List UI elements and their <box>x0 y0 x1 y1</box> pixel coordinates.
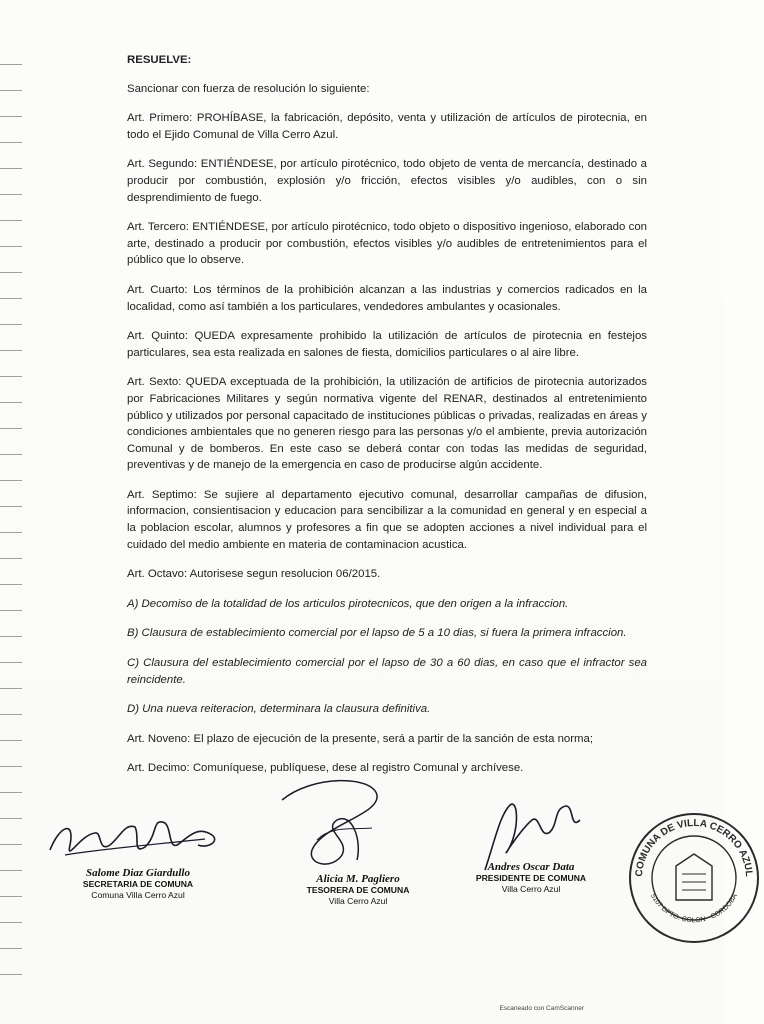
seal-lower-text: 5107 DPTO. COLON · CORDOBA <box>648 892 740 925</box>
svg-text:5107 DPTO. COLON · CORDOBA <box>649 893 739 925</box>
article-octavo: Art. Octavo: Autorisese segun resolucion 06/2015. <box>127 568 381 581</box>
signatory-name: Salome Diaz Giardullo <box>86 867 190 879</box>
signatory-tesorera <box>298 874 418 907</box>
resolution-heading: RESUELVE: <box>127 54 192 66</box>
article-noveno: Art. Noveno: El plazo de ejecución de la presente, será a partir de la sanción de esta norma; <box>127 732 594 745</box>
article-primero: Art. Primero: PROHÍBASE, la fabricación, depósito, venta y utilización de artículos de pirotecnia, en todo el Ejido Comunal de Villa Cerro Azul. <box>127 112 647 141</box>
signatory-name: Alicia M. Pagliero <box>316 873 400 885</box>
article-segundo: Art. Segundo: ENTIÉNDESE, por artículo pirotécnico, todo objeto de venta de mercancía, destinado a producir por combustión, explosión y/o fricción, efectos visibles y/o audibles, con o sin desprendimiento de fuego. <box>127 158 647 204</box>
penalty-b: B) Clausura de establecimiento comercial por el lapso de 5 a 10 dias, si fuera la primera infraccion. <box>127 627 627 640</box>
article-decimo: Art. Decimo: Comuníquese, publíquese, dese al registro Comunal y archívese. <box>127 762 524 775</box>
signatory-role: TESORERA DE COMUNA <box>306 885 410 895</box>
signatory-role: PRESIDENTE DE COMUNA <box>475 873 587 883</box>
signatory-name: Andres Oscar Data <box>487 861 575 873</box>
article-quinto: Art. Quinto: QUEDA expresamente prohibido la utilización de artículos de pirotecnia en festejos particulares, sea esta realizada en salones de fiesta, domicilios particulares o al aire libre. <box>127 330 647 359</box>
article-sexto: Art. Sexto: QUEDA exceptuada de la prohibición, la utilización de artificios de pirotecnia autorizados por Fabricaciones Militares y según normativa vigente del RENAR, destinados al entretenimiento público y utilizados por personal capacitado de instituciones públicas o privadas, realizadas en áreas y condiciones ambientales que no generen riesgo para las personas y/o el ambiente, previa autorización Comunal y de bomberos. En este caso se deberá contar con todas las medidas de seguridad, preventivas y de manejo de la emergencia en caso de producirse algún accidente. <box>127 376 647 472</box>
penalty-d: D) Una nueva reiteracion, determinara la clausura definitiva. <box>127 703 431 716</box>
svg-text:COMUNA DE VILLA CERRO AZUL <box>634 818 754 877</box>
resolution-body <box>127 52 647 790</box>
article-septimo: Art. Septimo: Se sujiere al departamento ejecutivo comunal, desarrollar campañas de difusion, informacion, consientisacion y educacion para sencibilizar a la comunidad en general y en especial a la poblacion escolar, alumnos y profesores a fin que se adopten acciones a nivel individual para el cuidado del medio ambiente en materia de contaminacion acustica. <box>127 488 647 551</box>
signature-secretaria <box>40 805 230 875</box>
signature-tesorera <box>262 770 392 880</box>
penalty-a: A) Decomiso de la totalidad de los articulos pirotecnicos, que den origen a la infraccion. <box>127 597 569 610</box>
comuna-seal-stamp <box>624 808 764 948</box>
signatory-presidente <box>466 862 596 895</box>
signatory-secretaria <box>78 868 198 901</box>
signatory-place: Villa Cerro Azul <box>501 884 561 894</box>
signatory-role: SECRETARIA DE COMUNA <box>82 879 194 889</box>
article-cuarto: Art. Cuarto: Los términos de la prohibición alcanzan a las industrias y comercios radicados en la localidad, como así también a los particulares, vendedores ambulantes y ocasionales. <box>127 283 647 313</box>
seal-outer-text: COMUNA DE VILLA CERRO AZUL <box>633 817 755 878</box>
article-tercero: Art. Tercero: ENTIÉNDESE, por artículo pirotécnico, todo objeto o dispositivo ingenioso, elaborado con arte, destinado a producir por combustión, efectos visibles y/o audibles de entretenimientos para el público que lo observe. <box>127 221 647 267</box>
signatory-place: Comuna Villa Cerro Azul <box>91 890 185 900</box>
paragraph-intro: Sancionar con fuerza de resolución lo siguiente: <box>127 82 370 95</box>
seal-icon <box>624 808 764 948</box>
binding-margin-marks <box>0 40 22 980</box>
signatory-place: Villa Cerro Azul <box>328 896 388 906</box>
penalty-c: C) Clausura del establecimiento comercial por el lapso de 30 a 60 dias, en caso que el infractor sea reincidente. <box>127 657 647 686</box>
scanner-watermark: Escaneado con CamScanner <box>499 1005 584 1012</box>
